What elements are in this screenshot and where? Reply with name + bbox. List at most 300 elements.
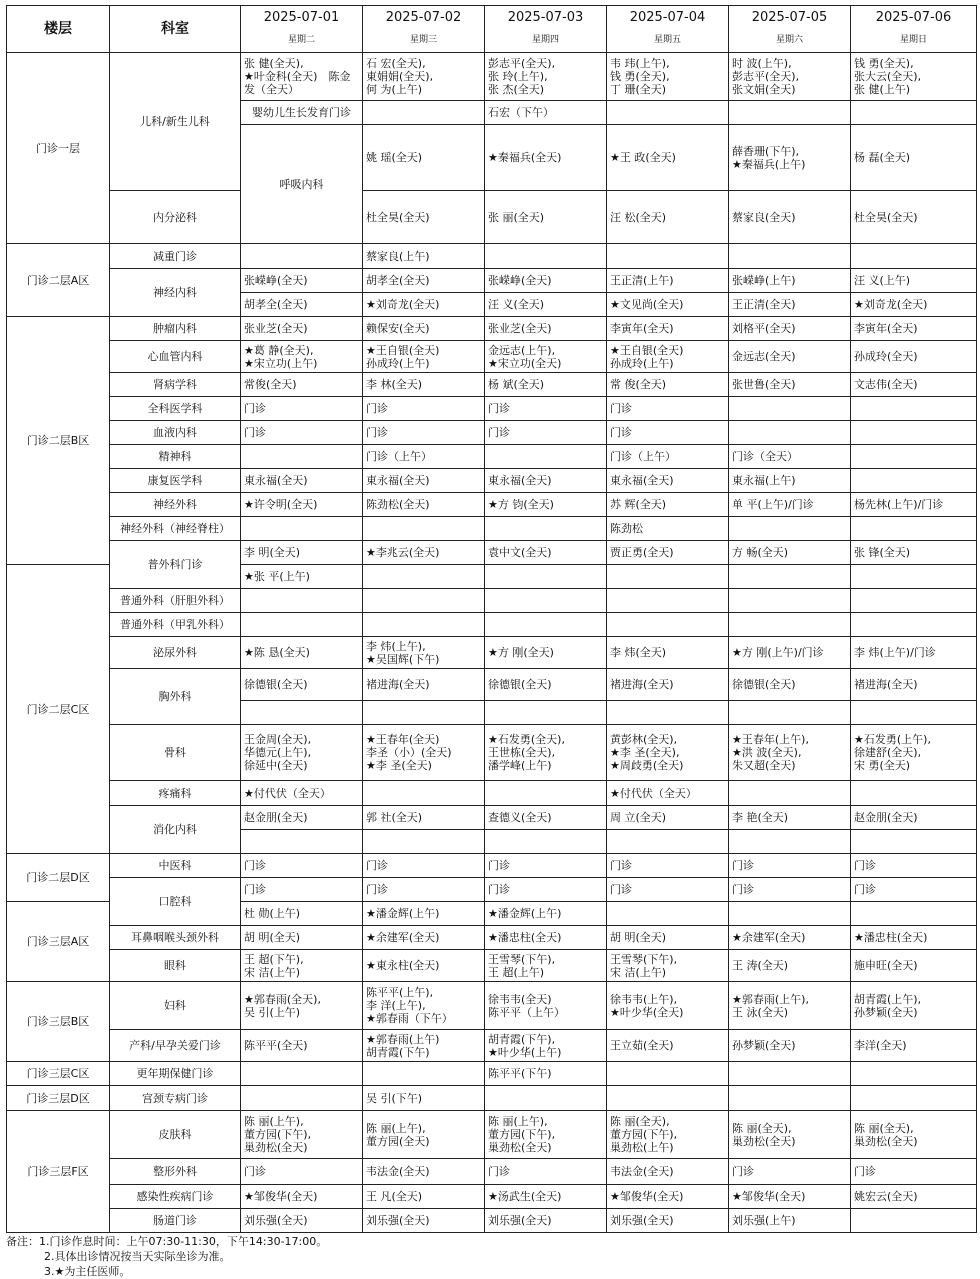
table-row <box>7 781 977 806</box>
schedule-cell <box>851 469 977 493</box>
schedule-cell: ★许令明(全天) <box>241 493 363 517</box>
schedule-cell <box>363 589 485 613</box>
table-row <box>7 613 977 637</box>
schedule-cell: ★王自银(全天) 孙成玲(上午) <box>363 341 485 373</box>
table-row <box>7 397 977 421</box>
schedule-cell: 时 波(上午), 彭志平(全天), 张文娟(全天) <box>729 53 851 101</box>
schedule-cell: ★李兆云(全天) <box>363 541 485 565</box>
schedule-cell <box>607 830 729 854</box>
note-actual: 2.具体出诊情况按当天实际坐诊为准。 <box>44 1250 231 1263</box>
schedule-cell <box>485 565 607 589</box>
table-row <box>7 878 977 902</box>
schedule-cell: 韦 玮(上午), 钱 勇(全天), 丁 珊(全天) <box>607 53 729 101</box>
dept-cell: 神经外科 <box>110 493 241 517</box>
dept-cell: 康复医学科 <box>110 469 241 493</box>
date-header: 2025-07-05 <box>729 6 851 30</box>
schedule-cell: 李 炜(全天) <box>607 637 729 669</box>
schedule-cell: 韦法金(全天) <box>607 1159 729 1185</box>
table-row <box>7 1185 977 1209</box>
table-row <box>7 1062 977 1086</box>
schedule-cell: 姚宏云(全天) <box>851 1185 977 1209</box>
schedule-cell <box>851 701 977 725</box>
schedule-cell: 杨 斌(全天) <box>485 373 607 397</box>
schedule-cell <box>851 244 977 269</box>
schedule-cell: 王正清(上午) <box>607 269 729 293</box>
schedule-cell: 李 炜(上午), ★吴国辉(下午) <box>363 637 485 669</box>
dept-cell: 感染性疾病门诊 <box>110 1185 241 1209</box>
schedule-cell: 姚 瑶(全天) <box>363 125 485 191</box>
schedule-cell: 胡孝全(全天) <box>241 293 363 317</box>
schedule-cell <box>241 244 363 269</box>
table-row <box>7 950 977 982</box>
schedule-cell: 门诊（全天） <box>729 445 851 469</box>
schedule-cell: 徐韦韦(全天) 陈平平（上午） <box>485 982 607 1030</box>
schedule-cell: 门诊 <box>485 854 607 878</box>
schedule-cell: 汪 义(上午) <box>851 269 977 293</box>
schedule-cell: 杜 勋(上午) <box>241 902 363 926</box>
schedule-cell <box>485 830 607 854</box>
schedule-cell: 单 平(上午)/门诊 <box>729 493 851 517</box>
table-row <box>7 469 977 493</box>
schedule-cell <box>241 830 363 854</box>
schedule-cell: 褚进海(全天) <box>363 669 485 701</box>
schedule-cell: 吴 引(下午) <box>363 1086 485 1111</box>
schedule-cell: 胡 明(全天) <box>607 926 729 950</box>
schedule-cell <box>729 781 851 806</box>
schedule-cell: 张嵘峥(全天) <box>485 269 607 293</box>
dept-cell: 耳鼻咽喉头颈外科 <box>110 926 241 950</box>
table-row <box>7 421 977 445</box>
schedule-cell: 胡青霞(下午), ★叶少华(上午) <box>485 1030 607 1062</box>
table-row <box>7 493 977 517</box>
schedule-cell: ★付代伏（全天） <box>607 781 729 806</box>
schedule-cell: 李 炜(上午)/门诊 <box>851 637 977 669</box>
floor-cell: 门诊二层D区 <box>7 854 110 902</box>
table-row <box>7 317 977 341</box>
schedule-cell <box>607 902 729 926</box>
date-header: 2025-07-04 <box>607 6 729 30</box>
schedule-cell: ★東永柱(全天) <box>363 950 485 982</box>
schedule-cell <box>363 101 485 125</box>
schedule-cell <box>485 781 607 806</box>
schedule-cell: 王 凡(全天) <box>363 1185 485 1209</box>
schedule-cell <box>485 517 607 541</box>
schedule-cell: ★郭春雨(上午) 胡青霞(下午) <box>363 1030 485 1062</box>
table-row <box>7 854 977 878</box>
weekday-header: 星期三 <box>363 30 485 53</box>
dept-cell: 减重门诊 <box>110 244 241 269</box>
schedule-cell: 褚进海(全天) <box>607 669 729 701</box>
schedule-cell <box>607 1086 729 1111</box>
schedule-cell <box>363 1062 485 1086</box>
schedule-cell <box>485 445 607 469</box>
schedule-cell: 陈平平(全天) <box>241 1030 363 1062</box>
schedule-cell <box>851 101 977 125</box>
schedule-cell <box>729 244 851 269</box>
schedule-cell: 杜全昊(全天) <box>851 191 977 244</box>
dept-cell: 肾病学科 <box>110 373 241 397</box>
schedule-cell: 门诊 <box>241 854 363 878</box>
table-row <box>7 637 977 669</box>
floor-cell: 门诊三层C区 <box>7 1062 110 1086</box>
schedule-cell <box>363 701 485 725</box>
schedule-cell: 门诊 <box>607 421 729 445</box>
schedule-cell <box>485 244 607 269</box>
schedule-cell: 汪 松(全天) <box>607 191 729 244</box>
schedule-cell <box>485 613 607 637</box>
schedule-cell <box>729 589 851 613</box>
schedule-cell <box>363 781 485 806</box>
dept-cell: 肿瘤内科 <box>110 317 241 341</box>
schedule-cell: 贾正勇(全天) <box>607 541 729 565</box>
dept-cell: 儿科/新生儿科 <box>110 53 241 191</box>
floor-cell: 门诊一层 <box>7 53 110 244</box>
schedule-cell <box>485 701 607 725</box>
dept-cell: 更年期保健门诊 <box>110 1062 241 1086</box>
schedule-cell: 文志伟(全天) <box>851 373 977 397</box>
weekday-header: 星期二 <box>241 30 363 53</box>
schedule-cell: 杜全昊(全天) <box>363 191 485 244</box>
schedule-cell: 门诊 <box>241 1159 363 1185</box>
schedule-cell: 陈 丽(全天), 董方园(下午), 巢劲松(上午) <box>607 1111 729 1159</box>
table-row <box>7 1159 977 1185</box>
dept-cell: 口腔科 <box>110 878 241 926</box>
dept-cell: 普通外科（肝胆外科） <box>110 589 241 613</box>
date-header: 2025-07-02 <box>363 6 485 30</box>
schedule-cell: 陈劲松(全天) <box>363 493 485 517</box>
dept-cell: 眼科 <box>110 950 241 982</box>
schedule-cell: 门诊 <box>607 397 729 421</box>
schedule-cell: 胡 明(全天) <box>241 926 363 950</box>
schedule-cell: ★邹俊华(全天) <box>729 1185 851 1209</box>
schedule-cell <box>729 701 851 725</box>
schedule-cell: 张业芝(全天) <box>485 317 607 341</box>
schedule-cell: 门诊 <box>485 878 607 902</box>
weekday-header: 星期五 <box>607 30 729 53</box>
table-row <box>7 725 977 781</box>
schedule-cell: 袁中文(全天) <box>485 541 607 565</box>
schedule-cell: 门诊 <box>607 878 729 902</box>
schedule-cell: ★余建军(全天) <box>729 926 851 950</box>
schedule-cell <box>851 589 977 613</box>
schedule-cell: ★王春年(上午), ★洪 波(全天), 朱又超(全天) <box>729 725 851 781</box>
schedule-cell: 王雪琴(下午), 宋 洁(上午) <box>607 950 729 982</box>
table-row <box>7 806 977 830</box>
schedule-cell: ★潘金辉(上午) <box>363 902 485 926</box>
schedule-cell <box>851 613 977 637</box>
dept-cell: 中医科 <box>110 854 241 878</box>
schedule-cell: ★葛 静(全天), ★宋立功(上午) <box>241 341 363 373</box>
schedule-cell: 李洋(全天) <box>851 1030 977 1062</box>
schedule-cell: ★石发勇(上午), 徐建舒(全天), 宋 勇(全天) <box>851 725 977 781</box>
schedule-cell: ★潘忠柱(全天) <box>851 926 977 950</box>
schedule-cell <box>729 421 851 445</box>
schedule-cell <box>851 1086 977 1111</box>
schedule-cell <box>241 613 363 637</box>
schedule-cell: 门诊 <box>729 878 851 902</box>
schedule-cell: 门诊 <box>485 397 607 421</box>
schedule-cell <box>241 701 363 725</box>
table-row <box>7 589 977 613</box>
schedule-cell: 门诊 <box>363 878 485 902</box>
schedule-cell: 王雪琴(下午), 王 超(上午) <box>485 950 607 982</box>
floor-cell: 门诊三层B区 <box>7 982 110 1062</box>
schedule-cell: ★刘奇龙(全天) <box>851 293 977 317</box>
schedule-cell <box>607 589 729 613</box>
schedule-cell: ★郭春雨(全天), 吴 引(上午) <box>241 982 363 1030</box>
dept-cell: 疼痛科 <box>110 781 241 806</box>
table-row <box>7 341 977 373</box>
dept-cell: 神经外科（神经脊柱） <box>110 517 241 541</box>
schedule-cell: 门诊 <box>851 854 977 878</box>
schedule-cell: ★付代伏（全天） <box>241 781 363 806</box>
dept-cell: 血液内科 <box>110 421 241 445</box>
dept-cell: 呼吸内科 <box>241 125 363 244</box>
schedule-cell: 蔡家良(上午) <box>363 244 485 269</box>
weekday-header: 星期日 <box>851 30 977 53</box>
schedule-cell <box>851 781 977 806</box>
schedule-cell: 陈 丽(上午), 董方园(下午), 巢劲松(全天) <box>485 1111 607 1159</box>
schedule-cell: 徐德银(全天) <box>485 669 607 701</box>
schedule-cell: 张 锋(全天) <box>851 541 977 565</box>
schedule-cell: 赵金朋(全天) <box>851 806 977 830</box>
schedule-cell: 石 宏(全天), 東娟娟(全天), 何 为(上午) <box>363 53 485 101</box>
schedule-cell: 王立茹(全天) <box>607 1030 729 1062</box>
schedule-cell: 石宏（下午） <box>485 101 607 125</box>
dept-cell: 普通外科（甲乳外科） <box>110 613 241 637</box>
schedule-cell: 陈劲松 <box>607 517 729 541</box>
schedule-cell: ★秦福兵(全天) <box>485 125 607 191</box>
schedule-cell: 陈 丽(全天), 巢劲松(全天) <box>851 1111 977 1159</box>
schedule-cell: 苏 辉(全天) <box>607 493 729 517</box>
schedule-cell <box>729 397 851 421</box>
schedule-cell: 李 艳(全天) <box>729 806 851 830</box>
dept-cell: 精神科 <box>110 445 241 469</box>
table-row <box>7 1030 977 1062</box>
table-row <box>7 191 977 244</box>
schedule-cell: 周 立(全天) <box>607 806 729 830</box>
schedule-cell: 黄彭林(全天), ★李 圣(全天), ★周歧勇(全天) <box>607 725 729 781</box>
schedule-cell <box>607 244 729 269</box>
schedule-cell: 门诊 <box>363 397 485 421</box>
schedule-cell: 李寅年(全天) <box>607 317 729 341</box>
note-hours: 备注：1.门诊作息时间：上午07:30-11:30，下午14:30-17:00。 <box>6 1235 328 1248</box>
table-row <box>7 244 977 269</box>
table-row <box>7 541 977 565</box>
schedule-cell: 门诊 <box>729 854 851 878</box>
schedule-cell: 陈平平(下午) <box>485 1062 607 1086</box>
schedule-cell: 常俊(全天) <box>241 373 363 397</box>
schedule-cell <box>241 517 363 541</box>
header-row <box>7 6 977 30</box>
schedule-cell: 门诊 <box>363 854 485 878</box>
schedule-cell <box>241 445 363 469</box>
schedule-cell: ★邹俊华(全天) <box>241 1185 363 1209</box>
schedule-cell <box>607 565 729 589</box>
schedule-cell <box>485 1086 607 1111</box>
schedule-cell: 查德义(全天) <box>485 806 607 830</box>
schedule-cell: ★文见尚(全天) <box>607 293 729 317</box>
dept-cell: 产科/早孕关爱门诊 <box>110 1030 241 1062</box>
dept-cell: 全科医学科 <box>110 397 241 421</box>
schedule-cell: 徐韦韦(上午), ★叶少华(全天) <box>607 982 729 1030</box>
schedule-cell: 门诊 <box>363 421 485 445</box>
schedule-cell: 门诊 <box>729 1159 851 1185</box>
schedule-cell: ★潘金辉(上午) <box>485 902 607 926</box>
date-header: 2025-07-01 <box>241 6 363 30</box>
schedule-cell <box>851 1209 977 1233</box>
table-row <box>7 982 977 1030</box>
dept-cell: 整形外科 <box>110 1159 241 1185</box>
schedule-cell: 金远志(全天) <box>729 341 851 373</box>
table-row <box>7 445 977 469</box>
schedule-cell: 韦法金(全天) <box>363 1159 485 1185</box>
schedule-cell <box>729 830 851 854</box>
floor-cell: 门诊二层B区 <box>7 317 110 565</box>
schedule-cell: 陈平平(上午), 李 洋(上午), ★郭春雨（下午） <box>363 982 485 1030</box>
dept-cell: 胸外科 <box>110 669 241 725</box>
schedule-cell <box>485 589 607 613</box>
floor-cell: 门诊二层A区 <box>7 244 110 317</box>
schedule-cell: ★王 政(全天) <box>607 125 729 191</box>
schedule-cell <box>363 565 485 589</box>
table-row <box>7 53 977 101</box>
schedule-cell: 東永福(上午) <box>729 469 851 493</box>
schedule-cell <box>729 1086 851 1111</box>
schedule-cell: 徐德银(全天) <box>729 669 851 701</box>
schedule-cell: ★王春年(全天) 李圣（小）(全天) ★李 圣(全天) <box>363 725 485 781</box>
schedule-cell: 杨先林(上午)/门诊 <box>851 493 977 517</box>
schedule-cell: ★方 刚(全天) <box>485 637 607 669</box>
dept-cell: 消化内科 <box>110 806 241 854</box>
schedule-cell: ★张 平(上午) <box>241 565 363 589</box>
dept-cell: 普外科门诊 <box>110 541 241 589</box>
schedule-cell <box>607 613 729 637</box>
dept-cell: 宫颈专病门诊 <box>110 1086 241 1111</box>
floor-header: 楼层 <box>7 6 110 53</box>
schedule-cell <box>363 613 485 637</box>
schedule-cell: ★余建军(全天) <box>363 926 485 950</box>
schedule-cell <box>729 565 851 589</box>
schedule-cell: 刘乐强(全天) <box>485 1209 607 1233</box>
schedule-cell: 张嵘峥(全天) <box>241 269 363 293</box>
schedule-cell <box>363 517 485 541</box>
schedule-cell <box>241 589 363 613</box>
schedule-cell: ★石发勇(全天), 王世栋(全天), 潘学峰(上午) <box>485 725 607 781</box>
schedule-cell: 刘乐强(全天) <box>607 1209 729 1233</box>
schedule-cell: 東永福(全天) <box>485 469 607 493</box>
table-row <box>7 1209 977 1233</box>
schedule-cell: 王金周(全天), 华德元(上午), 徐延中(全天) <box>241 725 363 781</box>
schedule-cell: 刘乐强(上午) <box>729 1209 851 1233</box>
schedule-cell: 孙成玲(全天) <box>851 341 977 373</box>
schedule-cell: 褚进海(全天) <box>851 669 977 701</box>
schedule-cell: 金远志(上午), ★宋立功(全天) <box>485 341 607 373</box>
schedule-cell: 胡孝全(全天) <box>363 269 485 293</box>
dept-cell: 皮肤科 <box>110 1111 241 1159</box>
schedule-cell: ★方 刚(上午)/门诊 <box>729 637 851 669</box>
schedule-table <box>6 5 977 1233</box>
schedule-cell <box>729 517 851 541</box>
schedule-cell <box>729 101 851 125</box>
floor-cell: 门诊二层C区 <box>7 565 110 854</box>
schedule-cell <box>607 101 729 125</box>
schedule-cell: 门诊 <box>485 421 607 445</box>
schedule-cell: ★潘忠柱(全天) <box>485 926 607 950</box>
dept-cell: 肠道门诊 <box>110 1209 241 1233</box>
schedule-cell: 郭 社(全天) <box>363 806 485 830</box>
dept-cell: 婴幼儿生长发育门诊 <box>241 101 363 125</box>
schedule-cell <box>607 701 729 725</box>
schedule-cell: 刘乐强(全天) <box>363 1209 485 1233</box>
schedule-cell: 门诊 <box>607 854 729 878</box>
notes <box>6 1234 976 1279</box>
table-row <box>7 373 977 397</box>
schedule-cell: 门诊 <box>485 1159 607 1185</box>
schedule-cell <box>729 613 851 637</box>
weekday-header: 星期六 <box>729 30 851 53</box>
schedule-cell: 王正清(全天) <box>729 293 851 317</box>
schedule-cell: 钱 勇(全天), 张大云(全天), 张 健(上午) <box>851 53 977 101</box>
schedule-cell: 张 健(全天), ★叶金科(全天) 陈金发（全天） <box>241 53 363 101</box>
schedule-cell: 王 超(下午), 宋 洁(上午) <box>241 950 363 982</box>
schedule-cell: 张嵘峥(上午) <box>729 269 851 293</box>
floor-cell: 门诊三层F区 <box>7 1111 110 1233</box>
schedule-cell <box>729 1062 851 1086</box>
dept-cell: 妇科 <box>110 982 241 1030</box>
schedule-cell <box>363 830 485 854</box>
schedule-cell: 汪 义(全天) <box>485 293 607 317</box>
schedule-cell: 刘乐强(全天) <box>241 1209 363 1233</box>
schedule-cell <box>851 397 977 421</box>
note-star: 3.★为主任医师。 <box>44 1265 131 1278</box>
table-row <box>7 669 977 701</box>
table-row <box>7 517 977 541</box>
schedule-cell: 门诊 <box>241 397 363 421</box>
floor-cell: 门诊三层D区 <box>7 1086 110 1111</box>
date-header: 2025-07-03 <box>485 6 607 30</box>
schedule-cell: 刘格平(全天) <box>729 317 851 341</box>
table-row <box>7 1111 977 1159</box>
schedule-cell: 李 明(全天) <box>241 541 363 565</box>
table-row <box>7 926 977 950</box>
schedule-cell: 蔡家良(全天) <box>729 191 851 244</box>
schedule-cell: ★郭春雨(上午), 王 泳(全天) <box>729 982 851 1030</box>
schedule-cell: 徐德银(全天) <box>241 669 363 701</box>
table-row <box>7 269 977 293</box>
schedule-cell: 陈 丽(上午), 董方园(全天) <box>363 1111 485 1159</box>
schedule-cell <box>851 902 977 926</box>
table-row <box>7 1086 977 1111</box>
dept-cell: 神经内科 <box>110 269 241 317</box>
schedule-cell: 门诊 <box>851 878 977 902</box>
date-header: 2025-07-06 <box>851 6 977 30</box>
schedule-cell <box>241 1086 363 1111</box>
weekday-header: 星期四 <box>485 30 607 53</box>
schedule-cell <box>851 421 977 445</box>
schedule-cell: 门诊（上午） <box>363 445 485 469</box>
schedule-cell: 门诊（上午） <box>607 445 729 469</box>
schedule-cell: 杨 磊(全天) <box>851 125 977 191</box>
schedule-cell: ★刘奇龙(全天) <box>363 293 485 317</box>
schedule-cell: 门诊 <box>241 421 363 445</box>
schedule-cell <box>851 1062 977 1086</box>
schedule-cell: 赵金朋(全天) <box>241 806 363 830</box>
schedule-cell <box>729 902 851 926</box>
schedule-cell: 门诊 <box>851 1159 977 1185</box>
schedule-cell: 张世鲁(全天) <box>729 373 851 397</box>
schedule-cell: 王 涛(全天) <box>729 950 851 982</box>
